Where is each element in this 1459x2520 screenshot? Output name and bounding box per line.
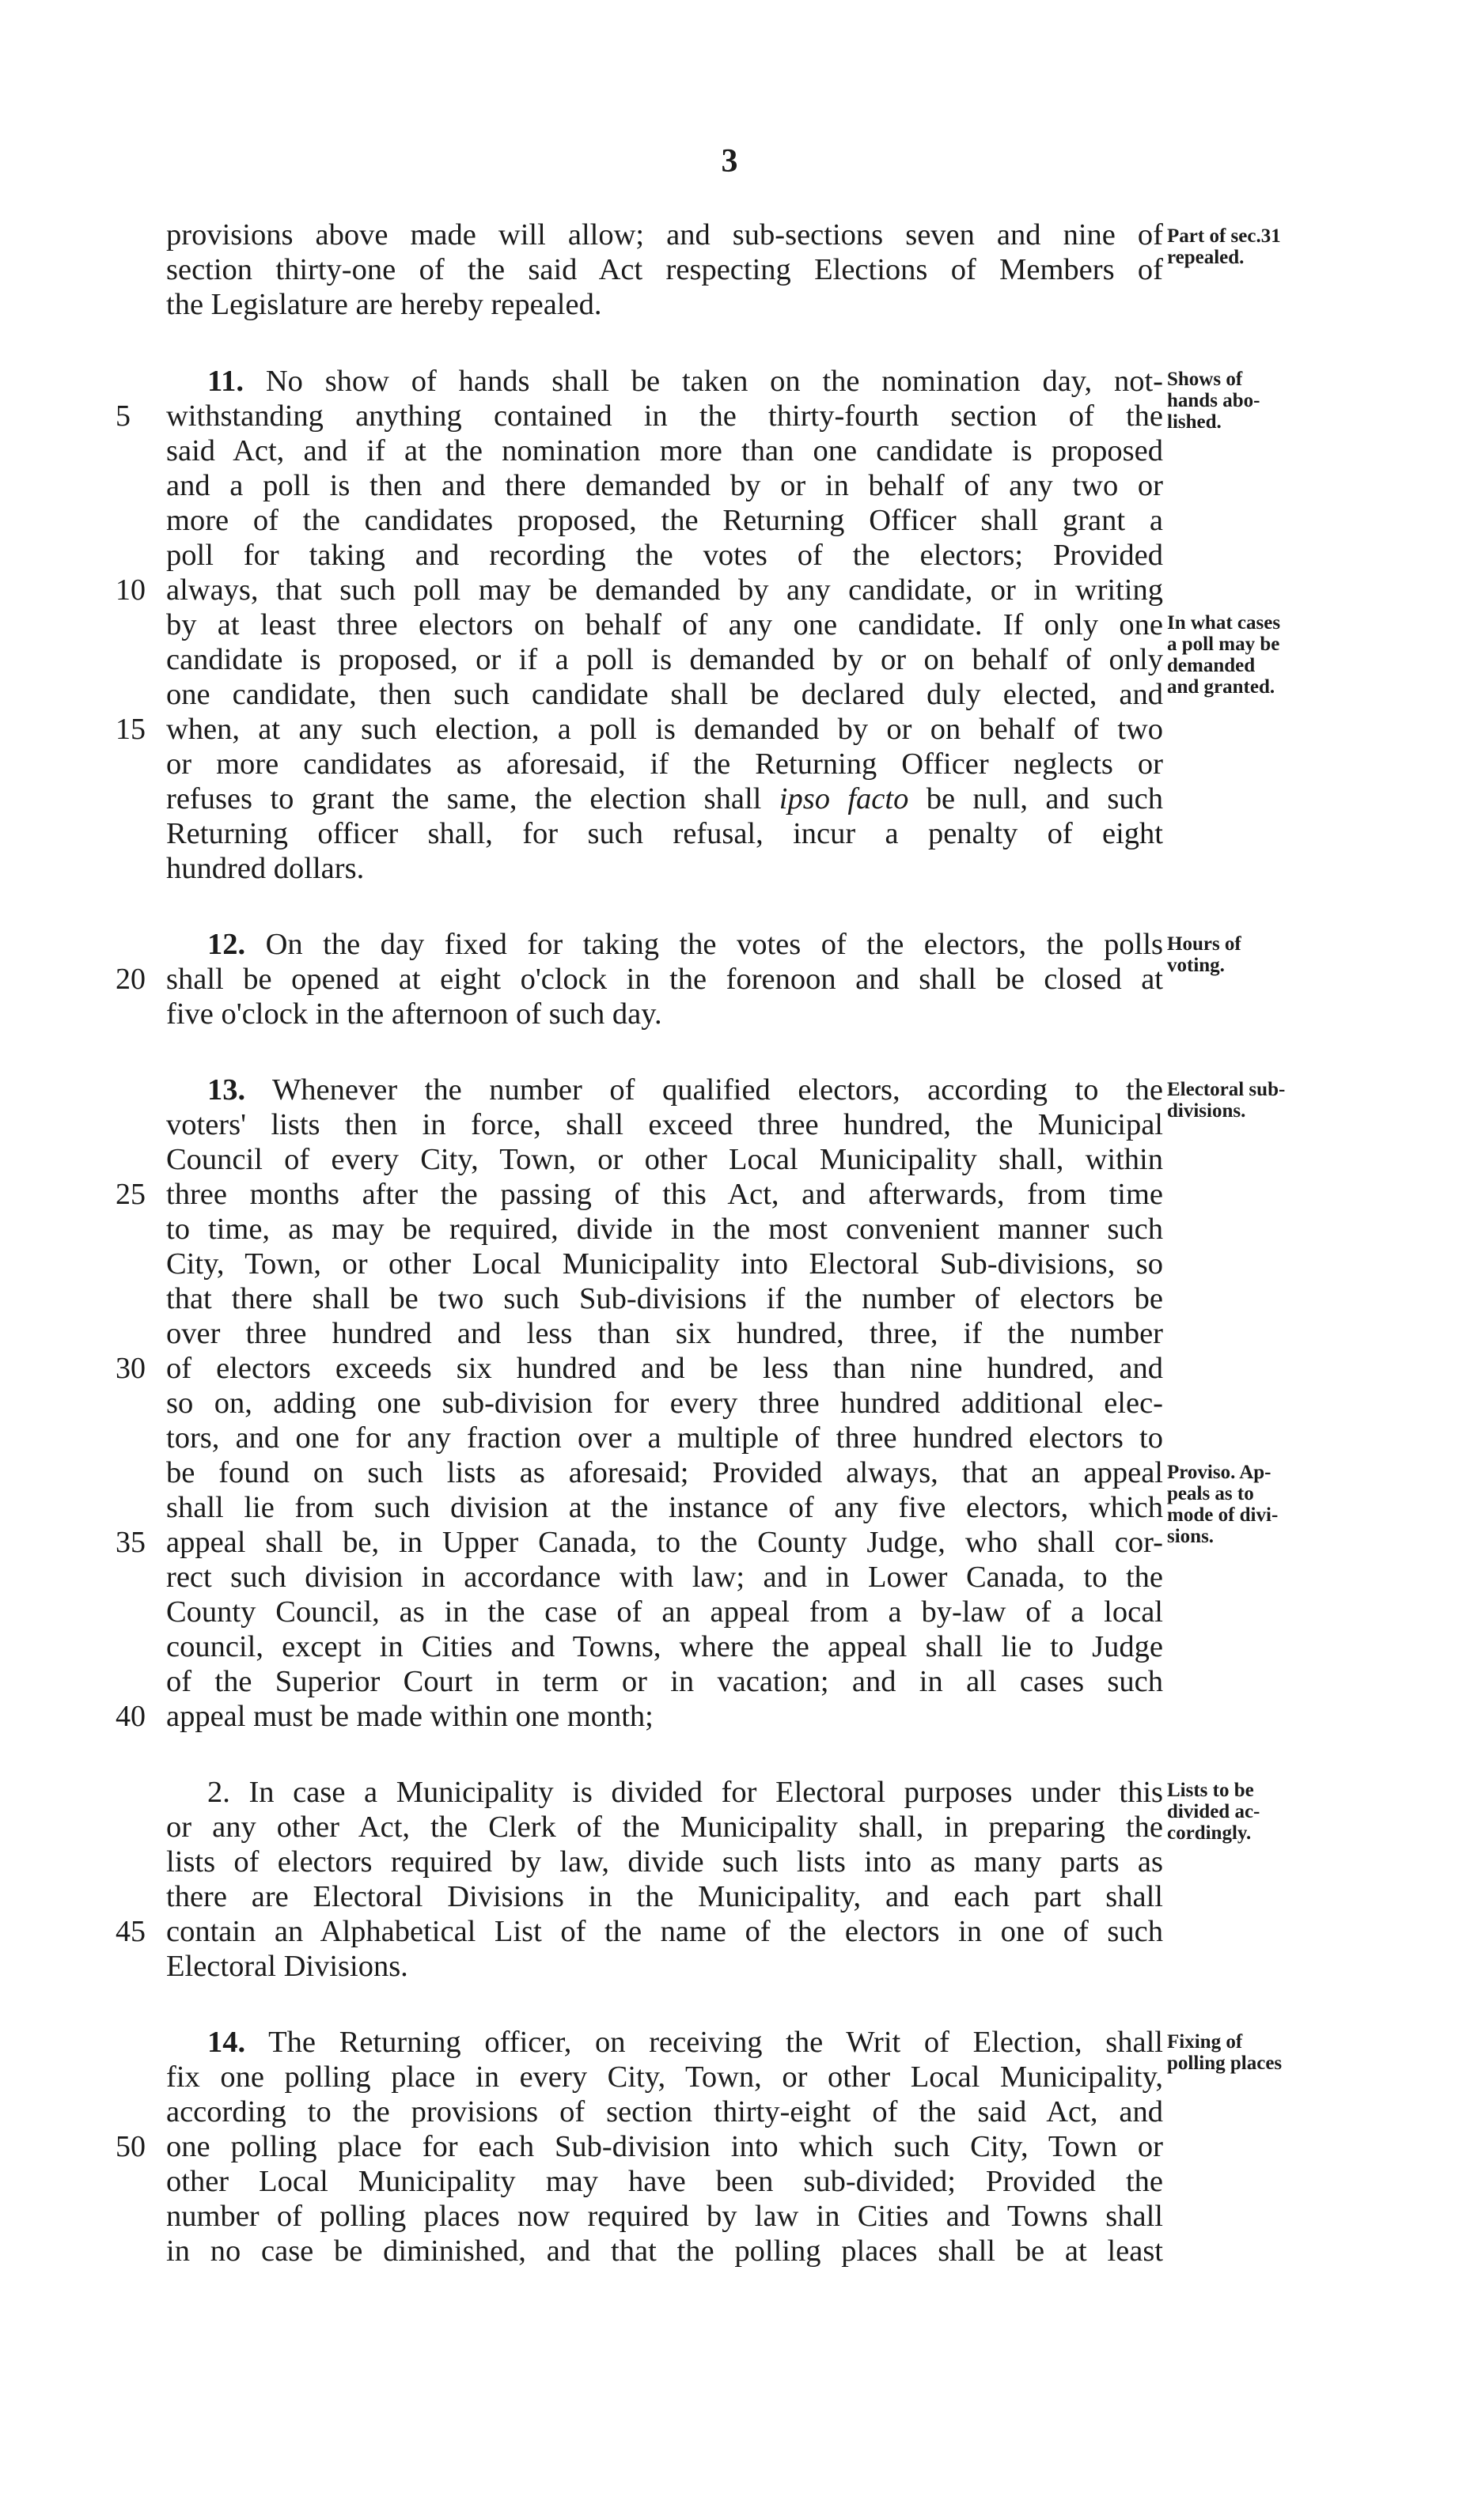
page-number: 3 xyxy=(721,143,738,180)
line-number: 30 xyxy=(116,1352,146,1385)
text-line: provisions above made will allow; and sub-sections seven and nine of xyxy=(166,218,1163,252)
margin-note: Shows of hands abo- lished. xyxy=(1167,369,1260,433)
text-line: rect such division in accordance with law; and in Lower Canada, to the xyxy=(166,1561,1163,1594)
line-number: 50 xyxy=(116,2130,146,2163)
text-line: 14. The Returning officer, on receiving the Writ of Election, shall xyxy=(207,2026,1163,2059)
text-line: hundred dollars. xyxy=(166,852,365,885)
text-line: Electoral Divisions. xyxy=(166,1950,408,1983)
text-line: contain an Alphabetical List of the name of the electors in one of such xyxy=(166,1915,1163,1948)
text-line: other Local Municipality may have been sub-divided; Provided the xyxy=(166,2165,1163,2198)
text-line: the Legislature are hereby repealed. xyxy=(166,288,602,321)
text-line: shall lie from such division at the instance of any five electors, which xyxy=(166,1491,1163,1524)
line-number: 25 xyxy=(116,1178,146,1211)
text-line: and a poll is then and there demanded by or in behalf of any two or xyxy=(166,469,1163,502)
text-line: County Council, as in the case of an appeal from a by-law of a local xyxy=(166,1595,1163,1629)
text-line: lists of electors required by law, divide such lists into as many parts as xyxy=(166,1845,1163,1879)
section-number: 13. xyxy=(207,1073,246,1107)
text-line: withstanding anything contained in the thirty-fourth section of the xyxy=(166,399,1163,433)
text-line: candidate is proposed, or if a poll is demanded by or on behalf of only xyxy=(166,643,1163,676)
text-line: shall be opened at eight o'clock in the forenoon and shall be closed at xyxy=(166,963,1163,996)
margin-note: Fixing of polling places xyxy=(1167,2031,1283,2074)
text-line: when, at any such election, a poll is demanded by or on behalf of two xyxy=(166,713,1163,746)
text-line: or any other Act, the Clerk of the Municipality shall, in preparing the xyxy=(166,1811,1163,1844)
text-line: said Act, and if at the nomination more than one candidate is proposed xyxy=(166,434,1163,467)
section-number: 11. xyxy=(207,365,244,398)
text-line: council, except in Cities and Towns, where the appeal shall lie to Judge xyxy=(166,1630,1163,1663)
text-line: five o'clock in the afternoon of such day. xyxy=(166,997,662,1031)
text-line: according to the provisions of section thirty-eight of the said Act, and xyxy=(166,2095,1163,2128)
margin-note: Part of sec.31 repealed. xyxy=(1167,225,1281,268)
margin-note: Proviso. Ap- peals as to mode of divi- sions. xyxy=(1167,1462,1279,1547)
section-number: 12. xyxy=(207,928,246,961)
line-number: 5 xyxy=(116,399,131,433)
text-line: of the Superior Court in term or in vacation; and in all cases such xyxy=(166,1665,1163,1698)
text-line: poll for taking and recording the votes of the electors; Provided xyxy=(166,539,1163,572)
text-line: voters' lists then in force, shall exceed three hundred, the Municipal xyxy=(166,1108,1163,1141)
text-line: be found on such lists as aforesaid; Provided always, that an appeal xyxy=(166,1456,1163,1489)
text-line: of electors exceeds six hundred and be less than nine hundred, and xyxy=(166,1352,1163,1385)
text-line: fix one polling place in every City, Town, or other Local Municipality, xyxy=(166,2060,1163,2094)
margin-note: Hours of voting. xyxy=(1167,933,1241,976)
text-line: refuses to grant the same, the election shall ipso facto be null, and such xyxy=(166,782,1164,815)
margin-note: Electoral sub- divisions. xyxy=(1167,1079,1286,1122)
text-line: Returning officer shall, for such refusal, incur a penalty of eight xyxy=(166,817,1163,850)
text-line: or more candidates as aforesaid, if the Returning Officer neglects or xyxy=(166,747,1163,781)
text-line: tors, and one for any fraction over a multiple of three hundred electors to xyxy=(166,1421,1163,1455)
text-line: one polling place for each Sub-division into which such City, Town or xyxy=(166,2130,1163,2163)
margin-note: In what cases a poll may be demanded and granted. xyxy=(1167,612,1281,698)
text-line: 11. No show of hands shall be taken on the nomination day, not- xyxy=(207,365,1164,398)
text-line: 13. Whenever the number of qualified electors, according to the xyxy=(207,1073,1163,1107)
text-line: more of the candidates proposed, the Returning Officer shall grant a xyxy=(166,504,1163,537)
margin-note: Lists to be divided ac- cordingly. xyxy=(1167,1780,1260,1844)
line-number: 35 xyxy=(116,1526,146,1559)
line-number: 45 xyxy=(116,1915,146,1948)
text-line: by at least three electors on behalf of any one candidate. If only one xyxy=(166,608,1163,641)
text-line: Council of every City, Town, or other Local Municipality shall, within xyxy=(166,1143,1163,1176)
line-number: 10 xyxy=(116,573,146,607)
text-line: always, that such poll may be demanded by any candidate, or in writing xyxy=(166,573,1163,607)
text-line: there are Electoral Divisions in the Municipality, and each part shall xyxy=(166,1880,1163,1913)
line-number: 40 xyxy=(116,1700,146,1733)
text-line: 2. In case a Municipality is divided for Electoral purposes under this xyxy=(207,1776,1164,1809)
line-number: 15 xyxy=(116,713,146,746)
text-line: section thirty-one of the said Act respecting Elections of Members of xyxy=(166,253,1163,286)
italic-phrase: ipso facto xyxy=(779,782,909,815)
text-line: that there shall be two such Sub-divisions if the number of electors be xyxy=(166,1282,1163,1315)
text-line: City, Town, or other Local Municipality into Electoral Sub-divisions, so xyxy=(166,1247,1163,1281)
text-line: number of polling places now required by law in Cities and Towns shall xyxy=(166,2200,1163,2233)
text-line: appeal must be made within one month; xyxy=(166,1700,654,1733)
text-line: appeal shall be, in Upper Canada, to the County Judge, who shall cor- xyxy=(166,1526,1163,1559)
text-line: to time, as may be required, divide in the most convenient manner such xyxy=(166,1213,1163,1246)
line-number: 20 xyxy=(116,963,146,996)
text-line: so on, adding one sub-division for every three hundred additional elec- xyxy=(166,1387,1163,1420)
text-line: over three hundred and less than six hundred, three, if the number xyxy=(166,1317,1163,1350)
text-line: 12. On the day fixed for taking the votes of the electors, the polls xyxy=(207,928,1164,961)
text-line: one candidate, then such candidate shall be declared duly elected, and xyxy=(166,678,1163,711)
text-line: three months after the passing of this Act, and afterwards, from time xyxy=(166,1178,1163,1211)
subsection-number: 2. xyxy=(207,1776,230,1809)
text-line: in no case be diminished, and that the polling places shall be at least xyxy=(166,2234,1163,2268)
section-number: 14. xyxy=(207,2026,246,2059)
